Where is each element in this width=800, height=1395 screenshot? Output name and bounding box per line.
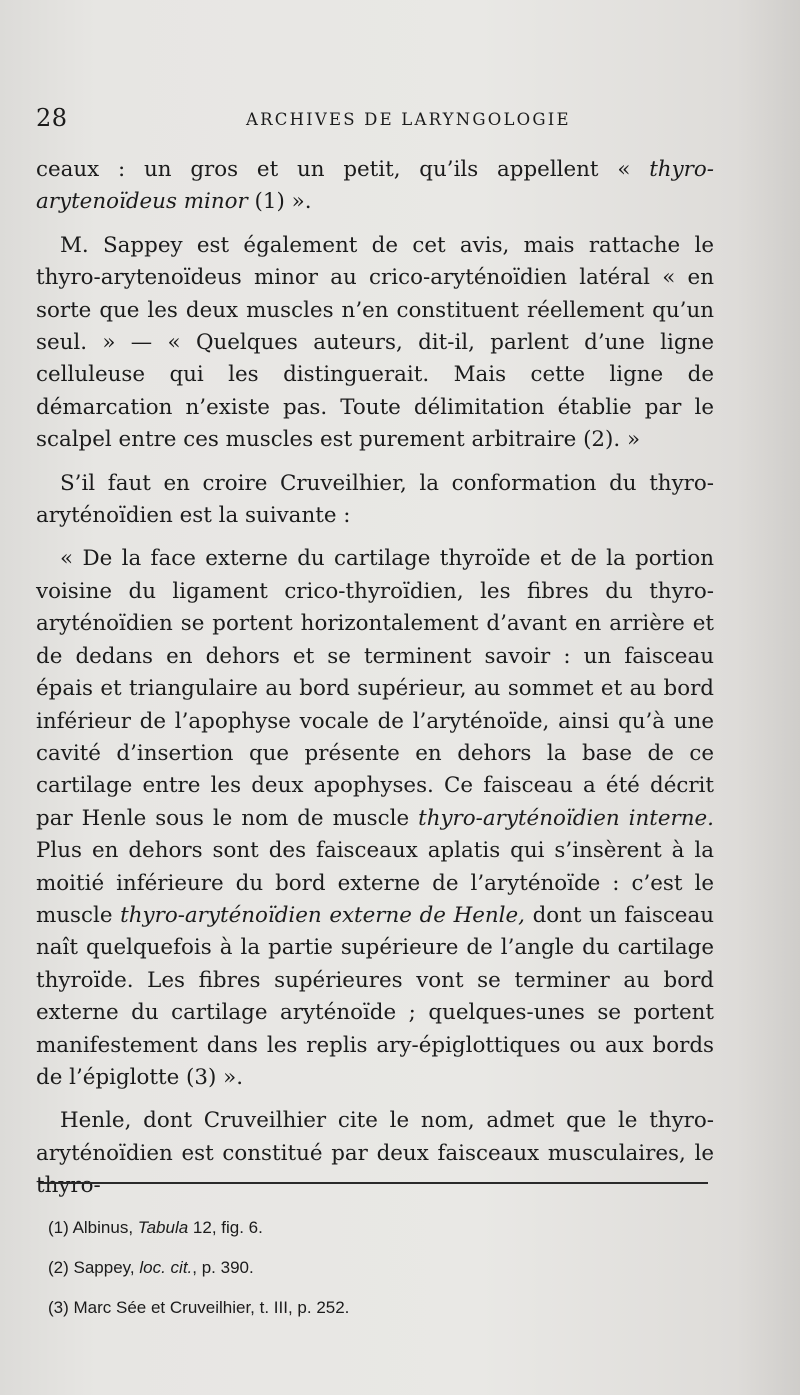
paragraph-1-text: ceaux : un gros et un petit, qu’ils appellent « [36, 157, 650, 182]
paragraph-3: S’il faut en croire Cruveilhier, la conformation du thyro-aryténoïdien est la suivante : [36, 470, 714, 529]
footnote-3-mark: (3) [48, 1298, 69, 1317]
paragraph-4-text-b: Plus en dehors sont des faisceaux aplatis qui s’insèrent à la moitié inférieure du bord externe de l’aryténoïde : c’est le muscle [36, 838, 714, 928]
footnote-1-text: Albinus, [68, 1218, 138, 1237]
footnote-2-mark: (2) [48, 1258, 69, 1277]
paragraph-4-text-c: dont un faisceau naît quelquefois à la partie supérieure de l’angle du cartilage thyroïde. Les fibres supérieures vont se terminer au bord externe du cartilage aryténoïde ; quelques-unes se portent manifestement dans les replis ary-épiglottiques ou aux bords de l’épiglotte (3) ». [36, 902, 714, 1090]
paragraph-1-italic: thyro-arytenoïdeus minor [36, 157, 714, 215]
paragraph-2: M. Sappey est également de cet avis, mais rattache le thyro-arytenoïdeus minor au crico-aryténoïdien latéral « en sorte que les deux muscles n’en constituent réellement qu’un seul. » — « Quelques auteurs, dit-il, parlent d’une ligne celluleuse qui les distinguerait. Mais cette ligne de démarcation n’existe pas. Toute délimitation établie par le scalpel entre ces muscles est purement arbitraire (2). » [36, 232, 714, 453]
running-head: ARCHIVES DE LARYNGOLOGIE [246, 110, 571, 129]
footnote-3-text: Marc Sée et Cruveilhier, t. III, p. 252. [68, 1298, 350, 1317]
paragraph-1 [36, 154, 714, 219]
footnote-3 [48, 1288, 698, 1328]
paragraph-4 [36, 543, 714, 1094]
main-text [36, 154, 714, 1203]
paragraph-4-italic-b: thyro-aryténoïdien externe de Henle, [120, 902, 525, 928]
footnote-2-text: Sappey, [68, 1258, 140, 1277]
footnote-2-italic: loc. cit. [139, 1258, 193, 1277]
paragraph-4-italic-a: thyro-aryténoïdien interne. [418, 805, 714, 831]
footnote-1 [48, 1208, 698, 1248]
footnote-2 [48, 1248, 698, 1288]
footnote-2-end: , p. 390. [192, 1258, 254, 1277]
footnote-1-end: 12, fig. 6. [188, 1218, 263, 1237]
page-header [36, 104, 726, 138]
paragraph-4-text-a: « De la face externe du cartilage thyroïde et de la portion voisine du ligament crico-thyroïdien, les fibres du thyro-aryténoïdien se portent horizontalement d’avant en arrière et de dedans en dehors et se terminent savoir : un faisceau épais et triangulaire au bord supérieur, au sommet et au bord inférieur de l’apophyse vocale de l’aryténoïde, ainsi qu’à une cavité d’insertion que présente en dehors la base de ce cartilage entre les deux apophyses. Ce faisceau a été décrit par Henle sous le nom de muscle [36, 546, 714, 831]
footnote-1-mark: (1) [48, 1218, 69, 1237]
footnotes [48, 1208, 698, 1328]
footnote-1-italic: Tabula [137, 1218, 189, 1237]
footnote-separator [40, 1182, 708, 1184]
paragraph-5: Henle, dont Cruveilhier cite le nom, admet que le thyro-aryténoïdien est constitué par deux faisceaux musculaires, le thyro- [36, 1108, 714, 1199]
page-number: 28 [36, 104, 68, 132]
paragraph-1-end: (1) ». [247, 189, 312, 215]
